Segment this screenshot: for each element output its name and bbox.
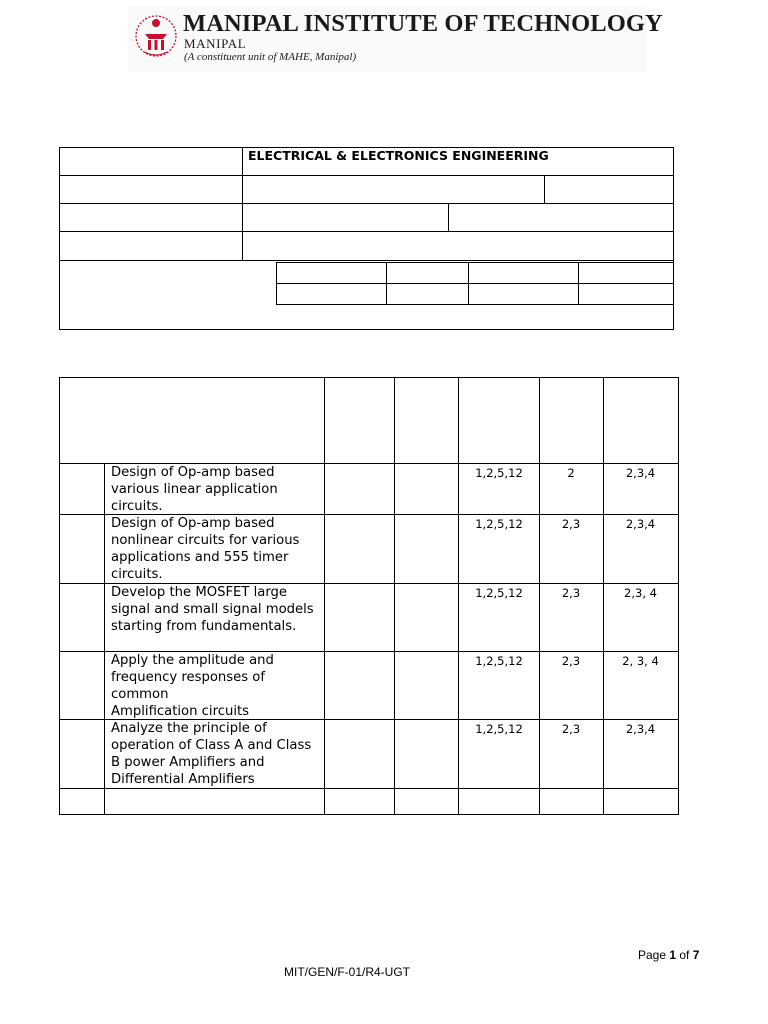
pso-mapping: 2,3 — [561, 654, 581, 668]
info-cell — [59, 147, 243, 176]
nested-cell — [468, 262, 579, 284]
info-cell — [544, 175, 674, 204]
bl-mapping: 2,3,4 — [625, 466, 656, 480]
bl-mapping: 2, 3, 4 — [622, 654, 659, 668]
po-mapping: 1,2,5,12 — [475, 722, 523, 736]
info-cell — [242, 231, 674, 261]
info-cell — [448, 203, 674, 232]
outcome-text: Design of Op-amp based nonlinear circuits for various applications and 555 timer circuits. — [111, 516, 300, 582]
document-code: MIT/GEN/F-01/R4-UGT — [284, 965, 411, 979]
page-current: 1 — [669, 948, 677, 962]
po-mapping: 1,2,5,12 — [475, 586, 523, 600]
pso-mapping: 2 — [567, 466, 575, 480]
col-divider — [104, 463, 105, 815]
po-mapping: 1,2,5,12 — [475, 466, 523, 480]
page-number — [638, 948, 699, 962]
nested-cell — [578, 262, 674, 284]
po-mapping: 1,2,5,12 — [475, 654, 523, 668]
nested-cell — [468, 283, 579, 305]
nested-cell — [578, 283, 674, 305]
page-prefix: Page — [638, 948, 670, 962]
nested-cell — [276, 262, 387, 284]
outcome-text: Analyze the principle of operation of Class A and Class B power Amplifiers and Differential Amplifiers — [111, 721, 312, 787]
bl-mapping: 2,3,4 — [625, 517, 656, 531]
info-cell — [59, 231, 243, 261]
info-cell — [242, 175, 545, 204]
info-cell — [242, 203, 449, 232]
pso-mapping: 2,3 — [561, 722, 581, 736]
outcome-text: Design of Op-amp based various linear application circuits. — [111, 465, 278, 514]
page-total: 7 — [692, 948, 700, 962]
row-divider — [59, 788, 679, 789]
pso-mapping: 2,3 — [561, 586, 581, 600]
institute-name: MANIPAL INSTITUTE OF TECHNOLOGY — [183, 10, 663, 37]
info-cell — [59, 203, 243, 232]
nested-cell — [276, 283, 387, 305]
nested-cell — [386, 283, 469, 305]
department-name: ELECTRICAL & ELECTRONICS ENGINEERING — [248, 148, 549, 163]
bl-mapping: 2,3,4 — [625, 722, 656, 736]
nested-cell — [386, 262, 469, 284]
institute-subtitle: (A constituent unit of MAHE, Manipal) — [184, 51, 357, 63]
outcome-text: Develop the MOSFET large signal and small signal models starting from fundamentals. — [111, 585, 314, 634]
col-divider — [394, 377, 395, 815]
institute-city: MANIPAL — [184, 36, 247, 51]
bl-mapping: 2,3, 4 — [624, 586, 657, 600]
col-divider — [324, 377, 325, 815]
institute-emblem-icon — [133, 12, 179, 62]
pso-mapping: 2,3 — [561, 517, 581, 531]
page-of: of — [676, 948, 693, 962]
po-mapping: 1,2,5,12 — [475, 517, 523, 531]
info-cell — [59, 175, 243, 204]
outcome-text: Apply the amplitude and frequency responses of common Amplification circuits — [111, 653, 274, 719]
